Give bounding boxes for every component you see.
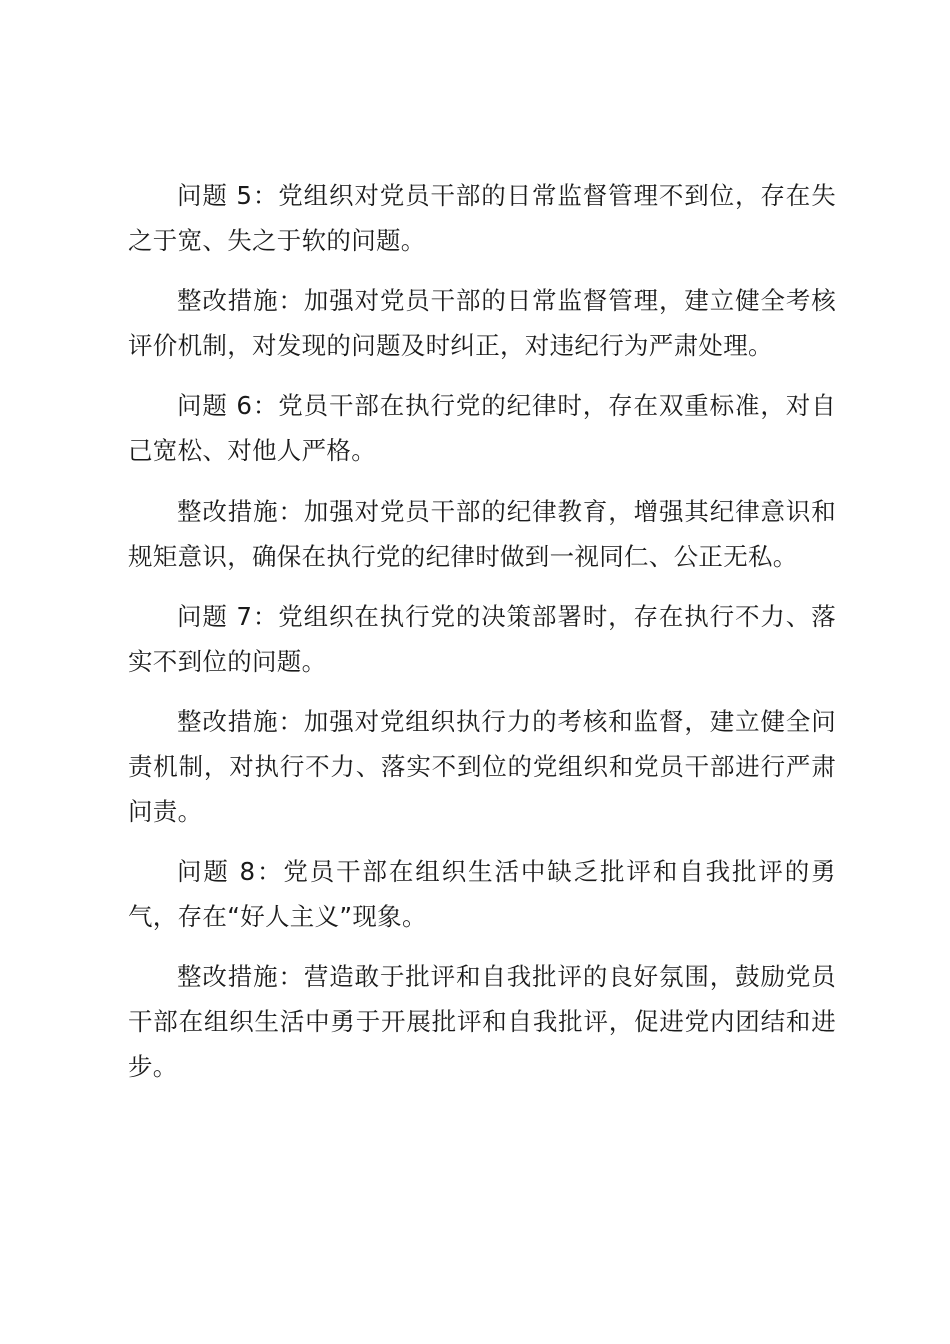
measure-5-paragraph: 整改措施：加强对党员干部的日常监督管理，建立健全考核评价机制，对发现的问题及时纠正，对违纪行为严肃处理。 [128, 286, 836, 360]
problem-7-paragraph: 问题 7：党组织在执行党的决策部署时，存在执行不力、落实不到位的问题。 [128, 602, 836, 676]
problem-5-paragraph: 问题 5：党组织对党员干部的日常监督管理不到位，存在失之于宽、失之于软的问题。 [128, 181, 836, 255]
problem-8-paragraph: 问题 8：党员干部在组织生活中缺乏批评和自我批评的勇气，存在“好人主义”现象。 [128, 857, 836, 931]
problem-6-paragraph: 问题 6：党员干部在执行党的纪律时，存在双重标准，对自己宽松、对他人严格。 [128, 391, 836, 465]
measure-7-paragraph: 整改措施：加强对党组织执行力的考核和监督，建立健全问责机制，对执行不力、落实不到位的党组织和党员干部进行严肃问责。 [128, 707, 836, 826]
measure-6-paragraph: 整改措施：加强对党员干部的纪律教育，增强其纪律意识和规矩意识，确保在执行党的纪律时做到一视同仁、公正无私。 [128, 497, 836, 571]
measure-8-paragraph: 整改措施：营造敢于批评和自我批评的良好氛围，鼓励党员干部在组织生活中勇于开展批评和自我批评，促进党内团结和进步。 [128, 962, 836, 1081]
